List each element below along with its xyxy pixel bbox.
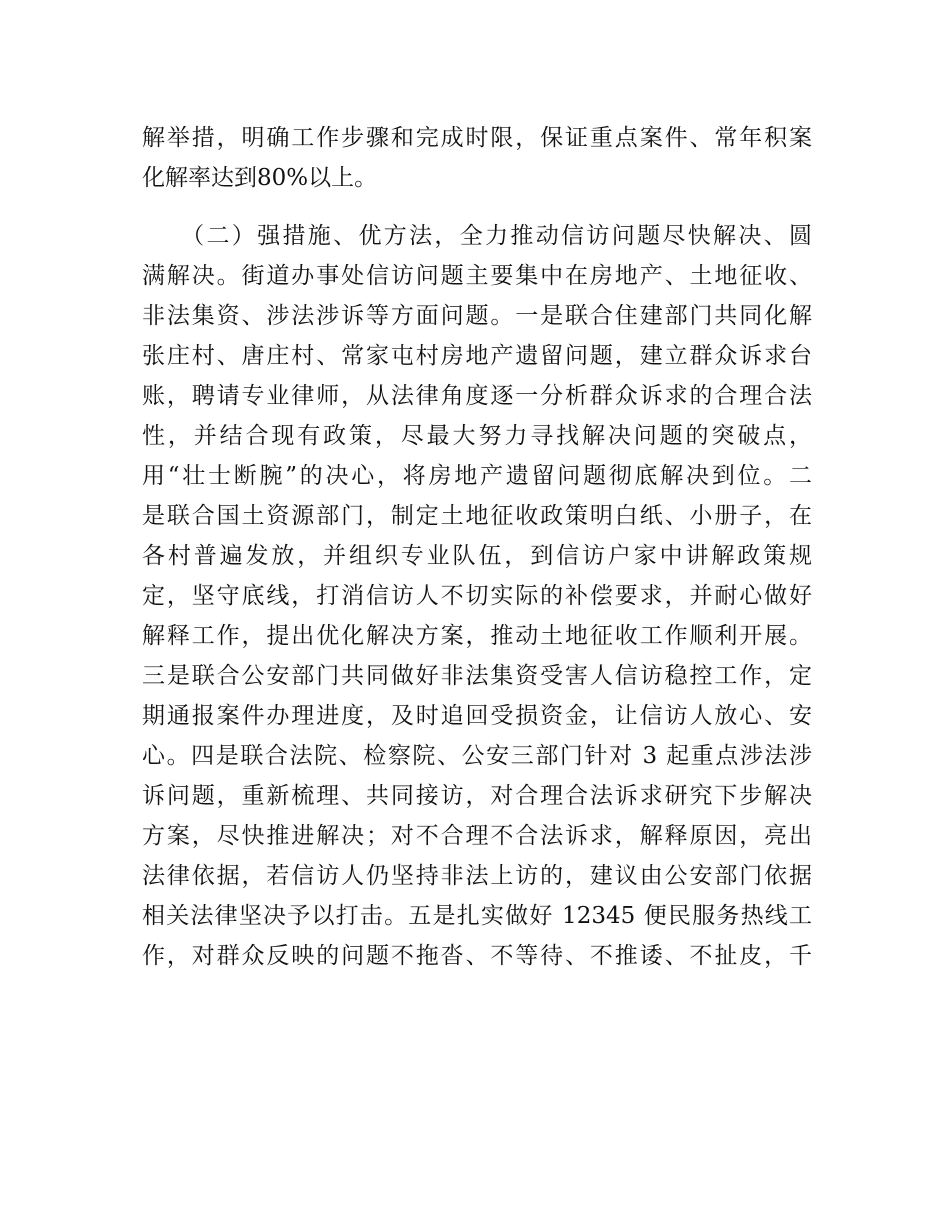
paragraph-2 bbox=[142, 216, 812, 976]
text-line: 诉问题，重新梳理、共同接访，对合理合法诉求研究下步解决 bbox=[142, 783, 812, 809]
text-line: 性，并结合现有政策，尽最大努力寻找解决问题的突破点， bbox=[142, 423, 812, 449]
text-line: 非法集资、涉法涉诉等方面问题。一是联合住建部门共同化解 bbox=[142, 303, 812, 329]
text-line: 账，聘请专业律师，从法律角度逐一分析群众诉求的合理合法 bbox=[142, 383, 812, 409]
text-line: 是联合国土资源部门，制定土地征收政策明白纸、小册子，在 bbox=[142, 503, 812, 529]
text-line: 解举措，明确工作步骤和完成时限，保证重点案件、常年积案 bbox=[142, 125, 812, 151]
text-line: 期通报案件办理进度，及时追回受损资金，让信访人放心、安 bbox=[142, 703, 812, 729]
text-line: 用“壮士断腕”的决心，将房地产遗留问题彻底解决到位。二 bbox=[142, 463, 812, 489]
text-line: 满解决。街道办事处信访问题主要集中在房地产、土地征收、 bbox=[142, 263, 812, 289]
text-line: 定，坚守底线，打消信访人不切实际的补偿要求，并耐心做好 bbox=[142, 583, 812, 609]
text-line: 法律依据，若信访人仍坚持非法上访的，建议由公安部门依据 bbox=[142, 863, 812, 889]
text-line: 解释工作，提出优化解决方案，推动土地征收工作顺利开展。 bbox=[142, 623, 812, 649]
text-line: 张庄村、唐庄村、常家屯村房地产遗留问题，建立群众诉求台 bbox=[142, 343, 812, 369]
text-line: 三是联合公安部门共同做好非法集资受害人信访稳控工作，定 bbox=[142, 663, 812, 689]
text-line: 各村普遍发放，并组织专业队伍，到信访户家中讲解政策规 bbox=[142, 543, 812, 569]
text-line: 相关法律坚决予以打击。五是扎实做好 12345 便民服务热线工 bbox=[142, 903, 812, 929]
text-line: 方案，尽快推进解决；对不合理不合法诉求，解释原因，亮出 bbox=[142, 823, 812, 849]
text-line: 化解率达到80%以上。 bbox=[142, 165, 378, 191]
text-line: 心。四是联合法院、检察院、公安三部门针对 3 起重点涉法涉 bbox=[142, 743, 812, 769]
text-line: （二）强措施、优方法，全力推动信访问题尽快解决、圆 bbox=[142, 223, 812, 249]
paragraph-1 bbox=[142, 118, 812, 198]
text-line: 作，对群众反映的问题不拖沓、不等待、不推诿、不扯皮，千 bbox=[142, 943, 812, 969]
